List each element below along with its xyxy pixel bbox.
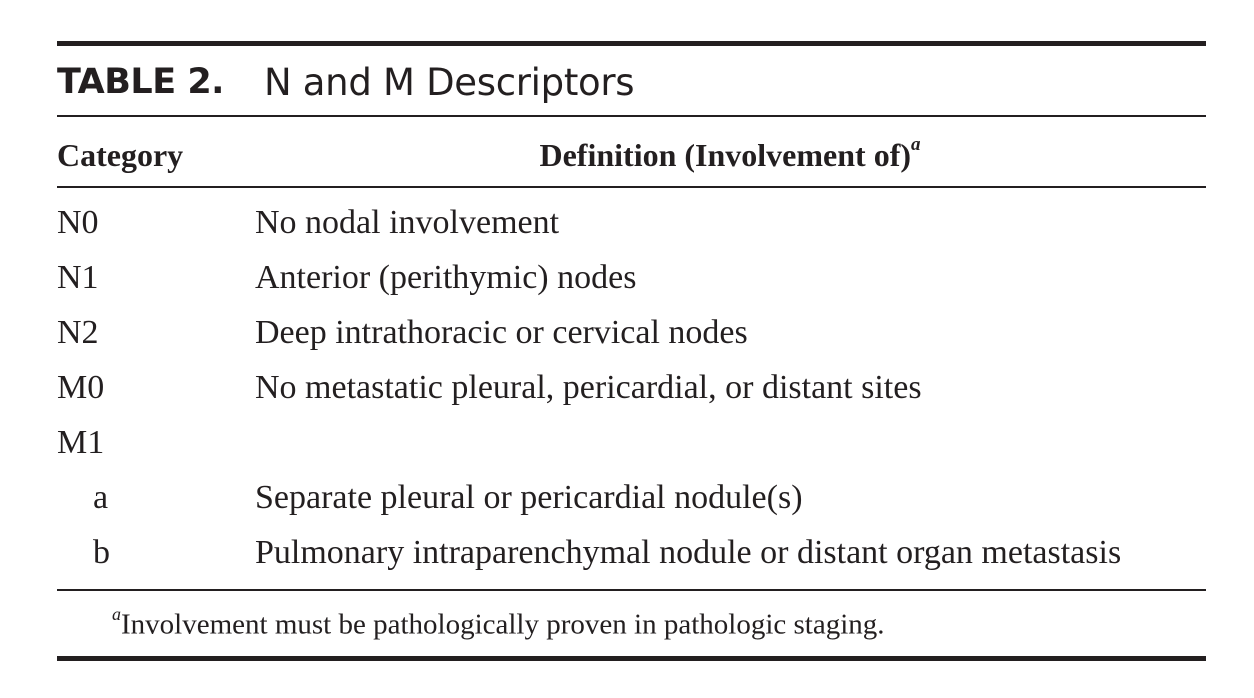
row-definition: Separate pleural or pericardial nodule(s) <box>255 479 803 516</box>
body-rule <box>57 589 1206 591</box>
table-row <box>57 365 1206 420</box>
row-definition: Anterior (perithymic) nodes <box>255 259 637 296</box>
row-definition: No nodal involvement <box>255 204 560 241</box>
table-row <box>57 530 1206 585</box>
table-row <box>57 475 1206 530</box>
row-category: N2 <box>57 314 99 351</box>
row-category: M0 <box>57 369 105 406</box>
footnote-text: Involvement must be pathologically proven in pathologic staging. <box>121 608 885 641</box>
table-footnote <box>112 604 885 642</box>
row-category: M1 <box>57 424 105 461</box>
table-header <box>57 124 1206 184</box>
row-category: N0 <box>57 204 99 241</box>
table-row <box>57 255 1206 310</box>
table-row <box>57 200 1206 255</box>
table-title-text: N and M Descriptors <box>263 60 635 104</box>
row-category: a <box>93 479 109 516</box>
header-definition <box>254 134 1206 174</box>
bottom-rule <box>57 656 1206 661</box>
row-definition: Deep intrathoracic or cervical nodes <box>255 314 748 351</box>
table-row <box>57 310 1206 365</box>
table-body <box>57 200 1206 585</box>
header-category: Category <box>57 137 184 173</box>
top-rule <box>57 41 1206 46</box>
row-definition: Pulmonary intraparenchymal nodule or distant organ metastasis <box>255 534 1122 571</box>
header-footnote-mark: a <box>911 134 921 156</box>
table-row <box>57 420 1206 475</box>
footnote-mark: a <box>112 604 121 624</box>
row-category: b <box>93 534 110 571</box>
table-title <box>57 52 634 112</box>
row-definition: No metastatic pleural, pericardial, or distant sites <box>255 369 922 406</box>
title-rule <box>57 115 1206 117</box>
table-label: TABLE 2. <box>57 62 224 102</box>
row-category: N1 <box>57 259 99 296</box>
header-rule <box>57 186 1206 188</box>
header-definition-text: Definition (Involvement of) <box>539 137 911 173</box>
